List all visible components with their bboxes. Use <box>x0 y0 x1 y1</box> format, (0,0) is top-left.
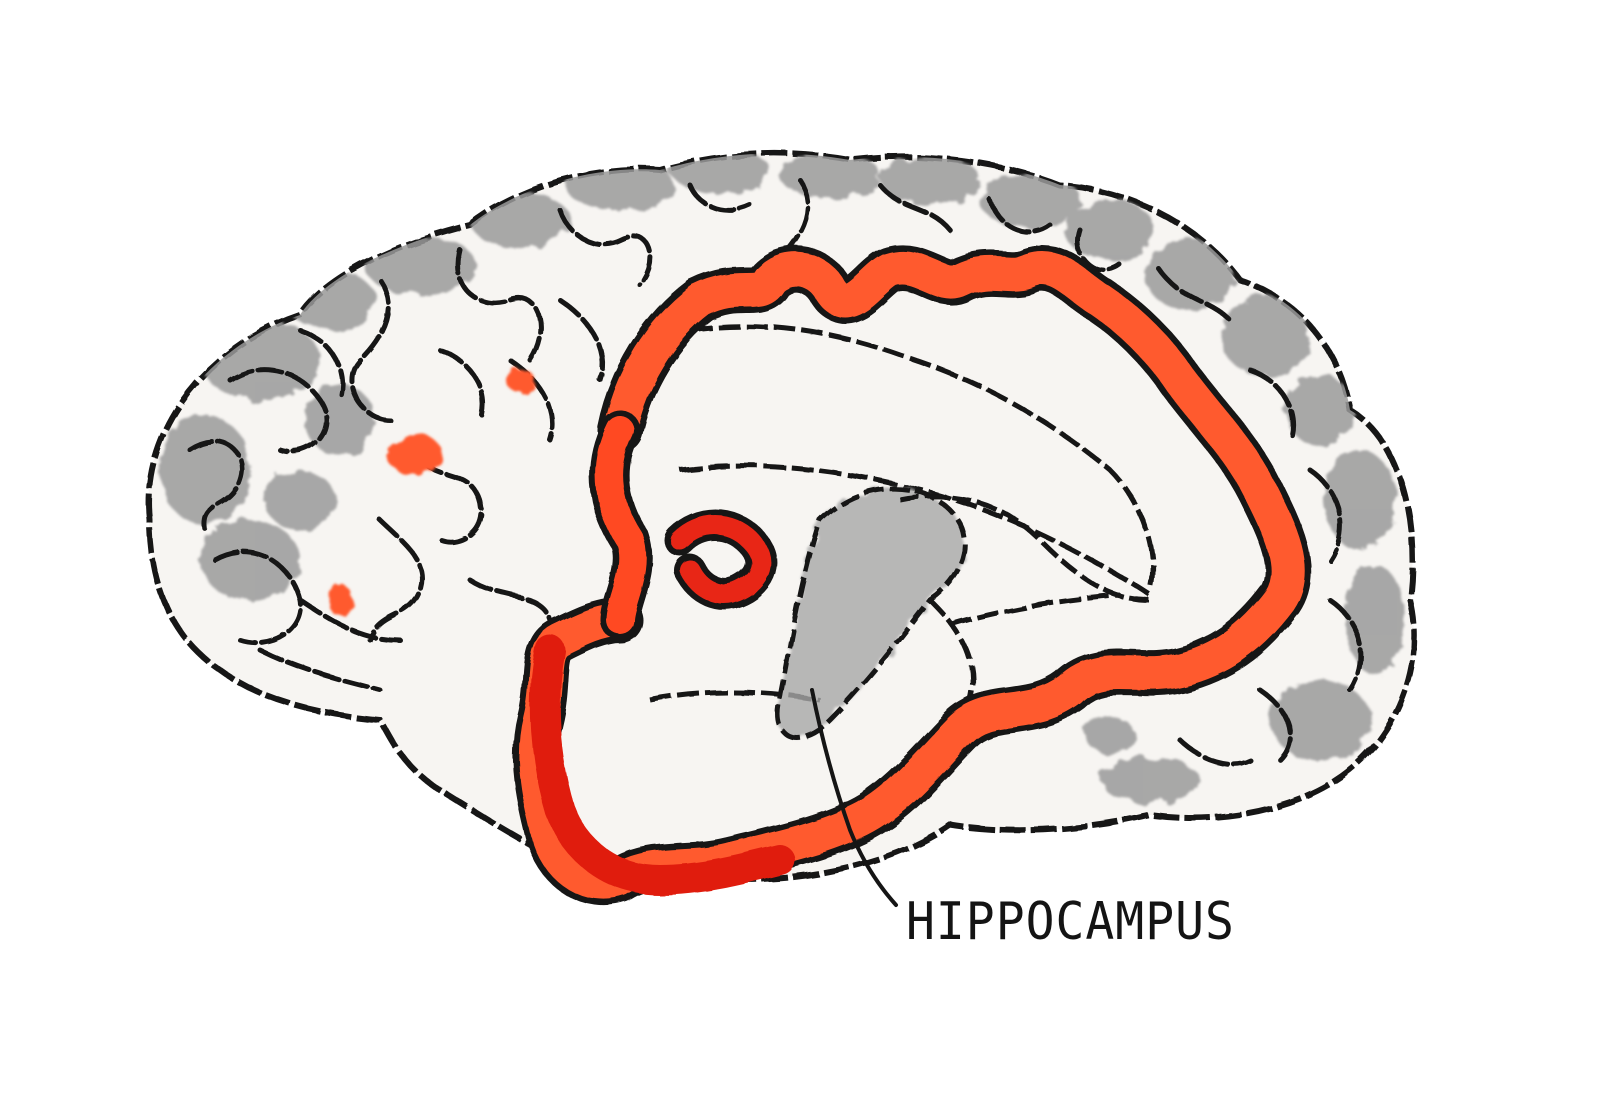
hippocampus-label: HIPPOCAMPUS <box>906 891 1235 953</box>
